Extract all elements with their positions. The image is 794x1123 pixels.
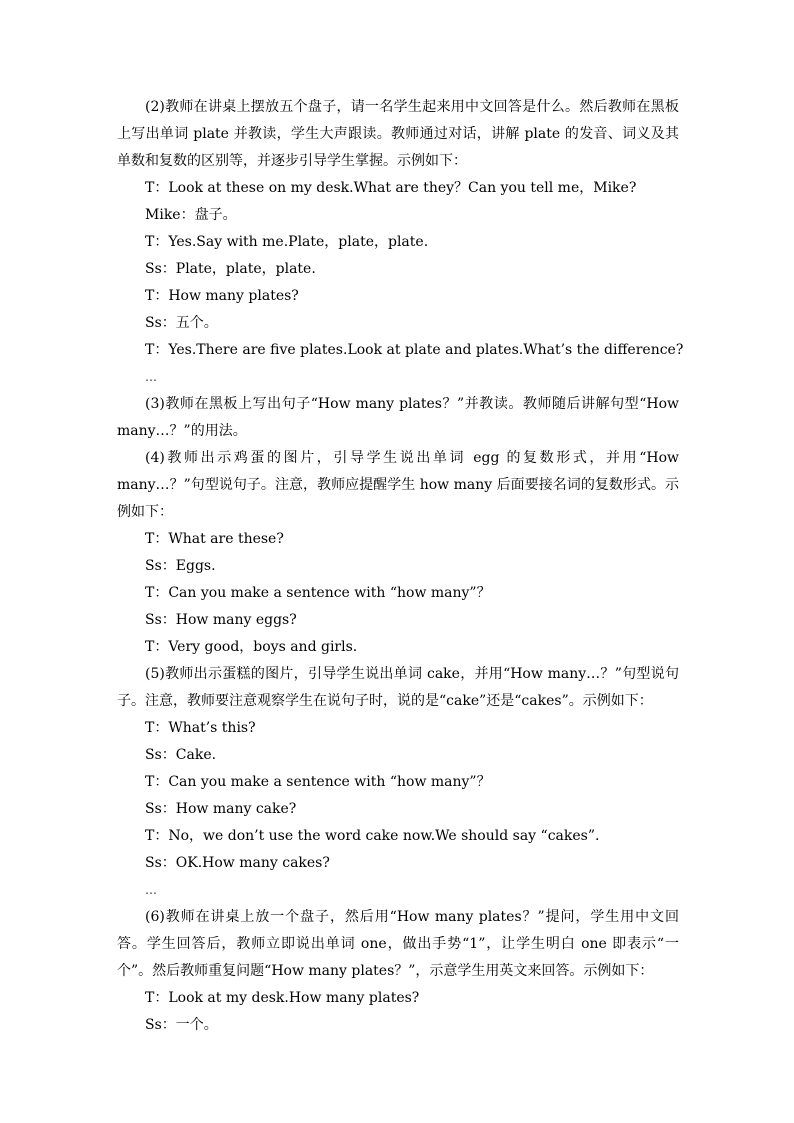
step6-paragraph: (6)教师在讲桌上放一个盘子，然后用“How many plates？”提问，学生用中文回答。学生回答后，教师立即说出单词 one，做出手势“1”，让学生明白 one 即表示“一个”。然后教师重复问题“How many plates？”，示意学生用英文来回答。示例如下：: [117, 909, 679, 979]
dialogue-line: T：Can you make a sentence with “how many”？: [145, 774, 491, 790]
dialogue-line: T：How many plates?: [145, 288, 299, 304]
dialogue-line: Ss：Cake.: [145, 747, 217, 763]
step2-paragraph: (2)教师在讲桌上摆放五个盘子，请一名学生起来用中文回答是什么。然后教师在黑板上写出单词 plate 并教读，学生大声跟读。教师通过对话，讲解 plate 的发音、词义及其单数和复数的区别等，并逐步引导学生掌握。示例如下：: [117, 99, 679, 169]
step3-paragraph: (3)教师在黑板上写出句子“How many plates？”并教读。教师随后讲解句型“How many…？”的用法。: [117, 396, 679, 439]
dialogue-line: Ss：一个。: [145, 1017, 218, 1033]
document-page: [117, 94, 684, 1039]
ellipsis: …: [145, 883, 157, 897]
dialogue-line: Ss：How many eggs?: [145, 612, 297, 628]
dialogue-line: T：Look at my desk.How many plates?: [145, 990, 420, 1006]
step5-paragraph: (5)教师出示蛋糕的图片，引导学生说出单词 cake，并用“How many…？”句型说句子。注意，教师要注意观察学生在说句子时，说的是“cake”还是“cakes”。示例如下：: [117, 666, 679, 709]
dialogue-line: Mike：盘子。: [145, 207, 237, 223]
dialogue-line: T：Can you make a sentence with “how many”？: [145, 585, 491, 601]
dialogue-line: Ss：OK.How many cakes?: [145, 855, 330, 871]
dialogue-line: T：Yes.Say with me.Plate，plate，plate.: [145, 234, 429, 250]
dialogue-line: T：What’s this?: [145, 720, 256, 736]
step4-paragraph: (4)教师出示鸡蛋的图片，引导学生说出单词 egg 的复数形式，并用“How many…？”句型说句子。注意，教师应提醒学生 how many 后面要接名词的复数形式。示例如下：: [117, 450, 679, 520]
dialogue-line: Ss：Plate，plate，plate.: [145, 261, 316, 277]
dialogue-line: Ss：How many cake?: [145, 801, 297, 817]
dialogue-line: T：Yes.There are five plates.Look at plate and plates.What’s the difference?: [145, 342, 684, 358]
dialogue-line: Ss：Eggs.: [145, 558, 216, 574]
dialogue-line: T：What are these?: [145, 531, 284, 547]
dialogue-line: T：No，we don’t use the word cake now.We should say “cakes”.: [145, 828, 600, 844]
dialogue-line: T：Very good，boys and girls.: [145, 639, 358, 655]
ellipsis: …: [145, 370, 157, 384]
dialogue-line: T：Look at these on my desk.What are they？Can you tell me，Mike?: [145, 180, 637, 196]
dialogue-line: Ss：五个。: [145, 315, 218, 331]
